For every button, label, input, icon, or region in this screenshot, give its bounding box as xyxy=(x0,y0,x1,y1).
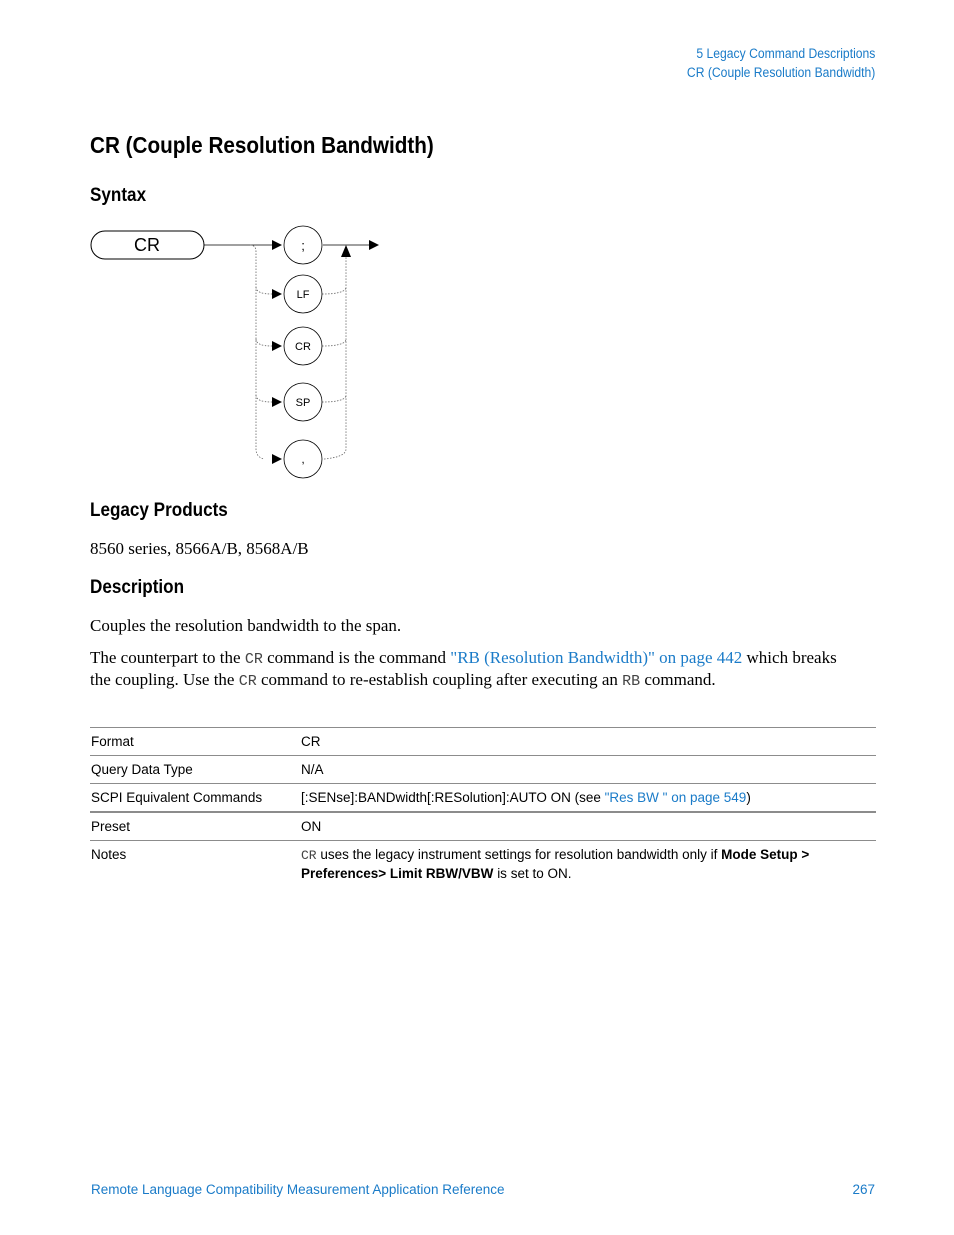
res-bw-page-link[interactable]: on page 549 xyxy=(671,790,747,805)
terminator-semicolon-label: ; xyxy=(301,238,305,253)
command-pill xyxy=(91,231,204,259)
table-row xyxy=(90,784,876,813)
page-footer xyxy=(91,1182,875,1197)
exit-arrow xyxy=(369,240,379,250)
notes-text: uses the legacy instrument settings for resolution bandwidth only if xyxy=(320,847,718,862)
scpi-command-text: [:SENse]:BANDwidth[:RESolution]:AUTO ON (see xyxy=(301,790,601,805)
footer-title: Remote Language Compatibility Measurement Application Reference xyxy=(91,1182,505,1197)
inline-code: CR xyxy=(301,848,317,863)
terminator-sp-label: SP xyxy=(295,397,311,409)
table-row xyxy=(90,841,876,888)
running-header xyxy=(687,44,875,82)
notes-value xyxy=(300,841,876,888)
query-label: Query Data Type xyxy=(90,756,300,784)
property-table xyxy=(90,727,876,887)
preset-label: Preset xyxy=(90,812,300,841)
terminator-comma-label: , xyxy=(301,452,305,466)
rb-command-link[interactable]: "RB (Resolution Bandwidth)" on page 442 xyxy=(450,648,743,667)
format-value: CR xyxy=(300,728,876,756)
page-title: CR (Couple Resolution Bandwidth) xyxy=(90,132,434,158)
syntax-diagram xyxy=(88,222,388,484)
terminator-sp xyxy=(256,383,346,421)
return-up-arrow xyxy=(341,245,351,257)
description-para-2 xyxy=(90,648,860,692)
inline-code: CR xyxy=(244,651,263,668)
table-row xyxy=(90,728,876,756)
notes-label: Notes xyxy=(90,841,300,888)
table-row xyxy=(90,756,876,784)
scpi-value xyxy=(300,784,876,813)
description-heading: Description xyxy=(90,577,185,598)
syntax-heading: Syntax xyxy=(90,185,147,206)
format-label: Format xyxy=(90,728,300,756)
para-text: which breaks the coupling. Use the xyxy=(90,648,837,689)
running-header-chapter: 5 Legacy Command Descriptions xyxy=(696,46,875,61)
page-number: 267 xyxy=(852,1182,875,1197)
terminator-lf-label: LF xyxy=(296,289,310,301)
res-bw-link[interactable]: "Res BW " xyxy=(604,790,668,805)
query-value: N/A xyxy=(300,756,876,784)
inline-code: RB xyxy=(622,673,641,690)
scpi-close-paren: ) xyxy=(746,790,751,805)
description-para-1: Couples the resolution bandwidth to the span. xyxy=(90,616,402,635)
para-text: The counterpart to the xyxy=(90,648,241,667)
preset-value: ON xyxy=(300,812,876,841)
arrow-into-semicolon xyxy=(272,240,282,250)
terminator-comma xyxy=(272,440,322,478)
para-text: command is the command xyxy=(267,648,447,667)
notes-text: is set to ON. xyxy=(497,866,572,881)
terminator-cr-label: CR xyxy=(295,341,311,353)
terminator-semicolon xyxy=(284,226,322,264)
scpi-label: SCPI Equivalent Commands xyxy=(90,784,300,813)
inline-code: CR xyxy=(238,673,257,690)
table-row xyxy=(90,812,876,841)
legacy-products-heading: Legacy Products xyxy=(90,500,228,521)
terminator-lf xyxy=(256,275,346,313)
command-pill-label: CR xyxy=(134,235,160,255)
legacy-products-text: 8560 series, 8566A/B, 8568A/B xyxy=(90,539,309,558)
terminator-cr xyxy=(256,327,346,365)
para-text: command to re-establish coupling after executing an xyxy=(260,670,618,689)
notes-menu-path: Mode Setup > Preferences> Limit RBW/VBW xyxy=(301,847,810,881)
running-header-section: CR (Couple Resolution Bandwidth) xyxy=(686,65,875,80)
para-text: command. xyxy=(644,670,716,689)
